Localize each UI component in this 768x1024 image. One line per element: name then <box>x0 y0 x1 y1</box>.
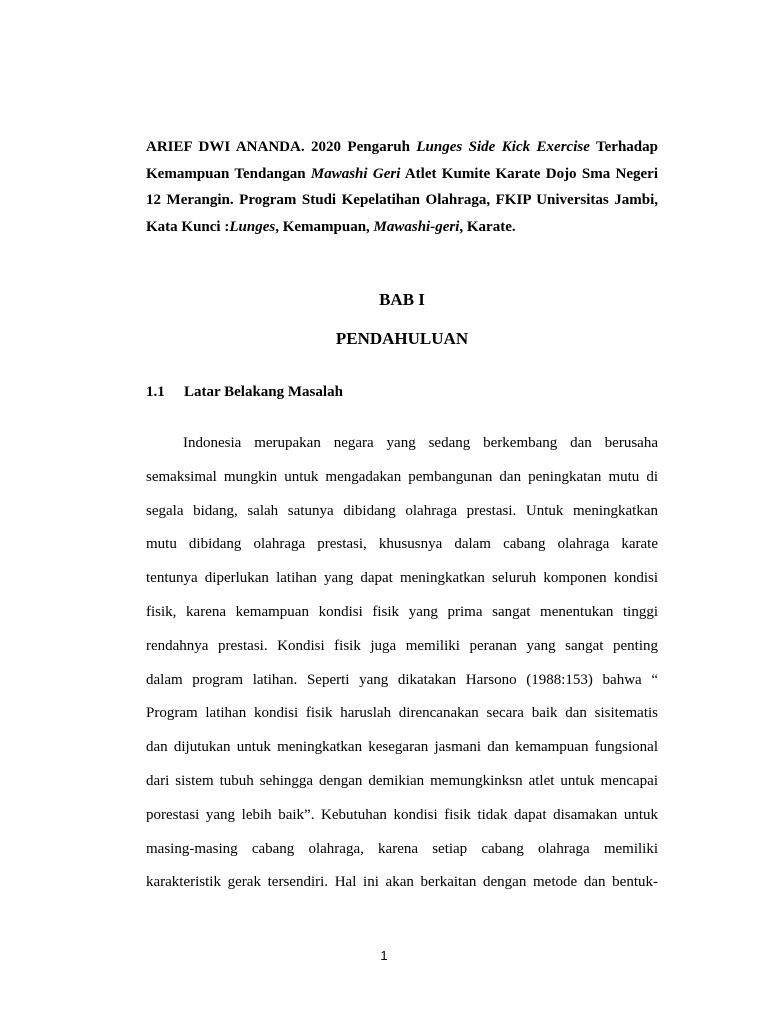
body-line: mutu dibidang olahraga prestasi, khususnya dalam cabang olahraga karate <box>146 536 658 553</box>
body-line: rendahnya prestasi. Kondisi fisik juga memiliki peranan yang sangat penting <box>146 637 658 654</box>
abstract-keyword-mid: , Kemampuan, <box>275 218 374 235</box>
abstract-author-year: ARIEF DWI ANANDA. 2020 Pengaruh <box>146 139 417 155</box>
body-line: Program latihan kondisi fisik haruslah direncanakan secara baik dan sisitematis <box>146 705 658 722</box>
abstract-title-italic-2: Mawashi Geri <box>310 165 401 182</box>
section-number: 1.1 <box>146 384 165 400</box>
body-line: fisik, karena kemampuan kondisi fisik yang prima sangat menentukan tinggi <box>146 603 658 620</box>
abstract-title-mid-1: Terhadap Kemampuan Tendangan <box>146 139 658 182</box>
body-line: segala bidang, salah satunya dibidang olahraga prestasi. Untuk meningkatkan <box>146 502 658 519</box>
body-line: karakteristik gerak tersendiri. Hal ini akan berkaitan dengan metode dan bentuk- <box>146 874 658 891</box>
body-line: dan dijutukan untuk meningkatkan kesegaran jasmani dan kemampuan fungsional <box>146 739 658 756</box>
body-line: dari sistem tubuh sehingga dengan demikian memungkinksn atlet untuk mencapai <box>146 772 658 789</box>
chapter-title: PENDAHULUAN <box>335 329 469 348</box>
abstract-title-mid-2: Atlet Kumite Karate Dojo Sma Negeri 12 Merangin. Program Studi Kepelatihan Olahraga, FKIP Universitas Jambi, Kata Kunci : <box>146 165 658 235</box>
abstract-keyword-end: , Karate. <box>459 218 516 235</box>
body-line: semaksimal mungkin untuk mengadakan pembangunan dan peningkatan mutu di <box>146 468 658 485</box>
body-line: masing-masing cabang olahraga, karena setiap cabang olahraga memiliki <box>146 840 658 857</box>
body-line: tentunya diperlukan latihan yang dapat meningkatkan seluruh komponen kondisi <box>146 570 658 587</box>
abstract-keyword-italic-2: Mawashi-geri <box>373 218 460 235</box>
abstract-keyword-italic-1: Lunges <box>229 218 276 235</box>
abstract-title-italic-1: Lunges Side Kick Exercise <box>416 139 590 155</box>
body-paragraph <box>146 433 658 906</box>
section-heading <box>146 384 343 401</box>
body-line: Indonesia merupakan negara yang sedang berkembang dan berusaha <box>183 435 658 451</box>
abstract-paragraph <box>146 134 658 240</box>
body-line: dalam program latihan. Seperti yang dikatakan Harsono (1988:153) bahwa “ <box>146 671 658 688</box>
section-title: Latar Belakang Masalah <box>184 384 343 400</box>
body-line: porestasi yang lebih baik”. Kebutuhan kondisi fisik tidak dapat disamakan untuk <box>146 806 658 823</box>
page-number: 1 <box>380 948 388 963</box>
chapter-number: BAB I <box>379 290 425 309</box>
